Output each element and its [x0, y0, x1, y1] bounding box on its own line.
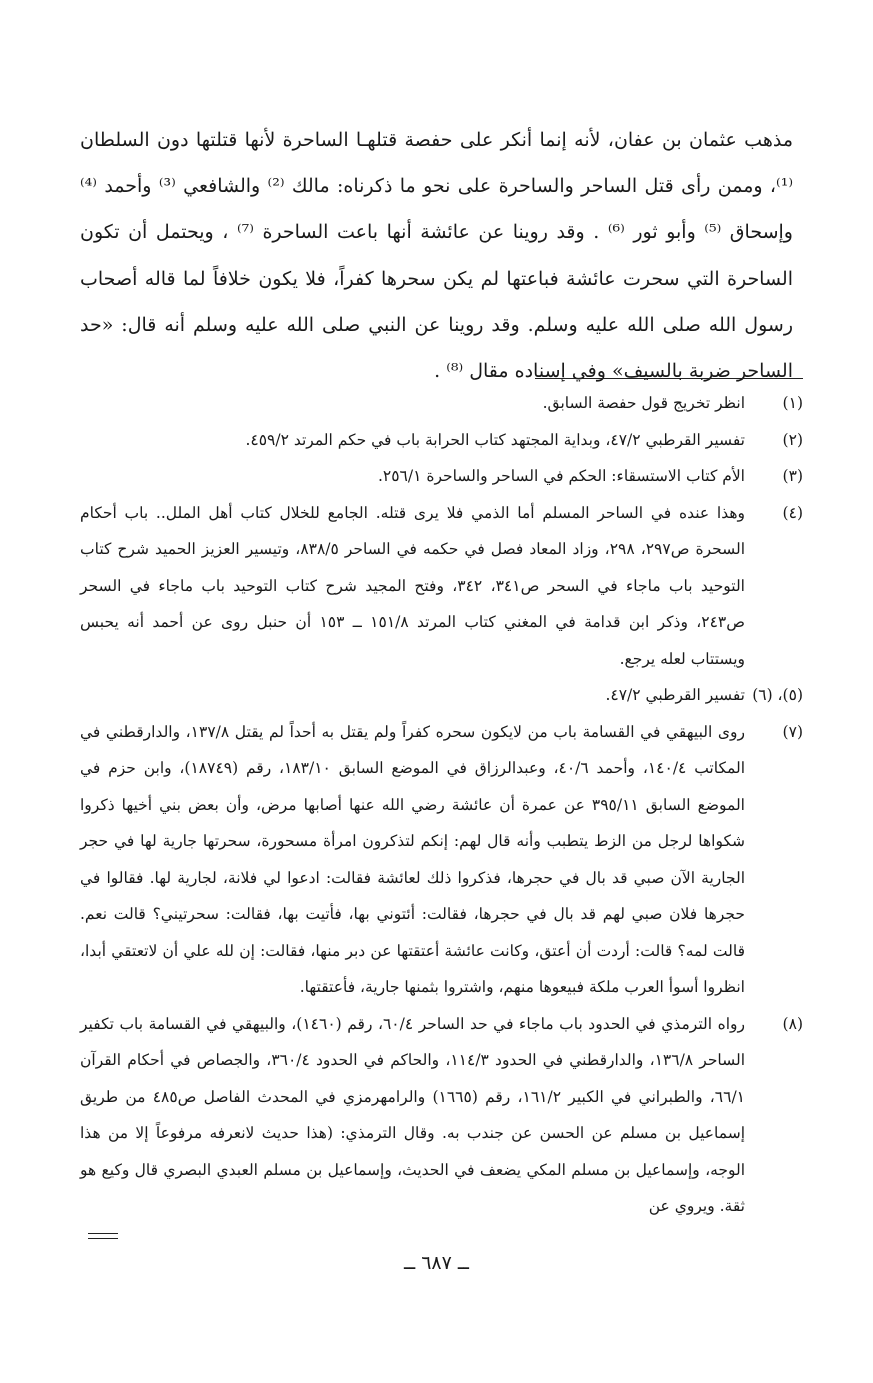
- footnote-text: روى البيهقي في القسامة باب من لايكون سحره كفراً ولم يقتل به أحداً لم يقتل ١٣٧/٨، والدارقطني في المكاتب ١٤٠/٤، وأحمد ٤٠/٦، وعبدالرزاق في الموضع السابق ١٨٣/١٠، رقم (١٨٧٤٩)، وابن حزم في الموضع السابق ٣٩٥/١١ عن عمرة أن عائشة رضي الله عنها أصابها مرض، وأن بعض بني أخيها ذكروا شكواها لرجل من الزط يتطبب وأنه قال لهم: إنكم لتذكرون امرأة مسحورة، سحرتها جارية لها في حجر الجارية الآن صبي قد بال في حجرها، فذكروا ذلك لعائشة فقالت: ادعوا لي فلانة، لجارية لها. فقالوا في حجرها فلان صبي لهم قد بال في حجرها، فقالت: أئتوني بها، فأتيت بها، فقالت: سحرتيني؟ قالت نعم. قالت لمه؟ قالت: أردت أن أعتق، وكانت عائشة أعتقتها عن دبر منها، فقالت: إن لله علي أن لاتعتقي أبدا، انظروا أسوأ العرب ملكة فبيعوها منهم، واشتروا بثمنها جارية، فأعتقتها.: [80, 722, 746, 996]
- footnote-text: وهذا عنده في الساحر المسلم أما الذمي فلا يرى قتله. الجامع للخلال كتاب أهل الملل.. باب أحكام السحرة ص٢٩٧، ٢٩٨، وزاد المعاد فصل في حكمه في الساحر ٨٣٨/٥، وتيسير العزيز الحميد شرح كتاب التوحيد باب ماجاء في السحر ص٣٤١، ٣٤٢، وفتح المجيد شرح كتاب التوحيد باب ماجاء في السحر ص٢٤٣، وذكر ابن قدامة في المغني كتاب المرتد ١٥١/٨ ــ ١٥٣ أن حنبل روى عن أحمد أنه يحبس ويستتاب لعله يرجع.: [80, 503, 746, 668]
- footnote-8: [80, 1006, 803, 1225]
- continuation-mark: [88, 1233, 118, 1243]
- footnote-text: تفسير القرطبي ٤٧/٢، وبداية المجتهد كتاب الحرابة باب في حكم المرتد ٤٥٩/٢.: [245, 430, 745, 449]
- footnote-number: (٢): [782, 430, 803, 449]
- footnote-text: الأم كتاب الاستسقاء: الحكم في الساحر والساحرة ٢٥٦/١.: [377, 467, 745, 485]
- main-text: [80, 117, 793, 394]
- footnote-number: (١): [782, 394, 803, 412]
- footnote-7: [80, 714, 803, 1006]
- footnote-text: انظر تخريج قول حفصة السابق.: [542, 394, 745, 412]
- footnote-number: (٤): [782, 503, 803, 522]
- footnote-4: [80, 495, 803, 678]
- footnote-5-6: [80, 677, 803, 714]
- footnote-text: تفسير القرطبي ٤٧/٢.: [605, 686, 745, 704]
- footnote-number: (٣): [782, 467, 803, 485]
- main-paragraph: مذهب عثمان بن عفان، لأنه إنما أنكر على حفصة قتلهـا الساحرة لأنها قتلتها دون السلطان ⁽¹⁾، وممن رأى قتل الساحر والساحرة على نحو ما ذكرناه: مالك ⁽²⁾ والشافعي ⁽³⁾ وأحمد ⁽⁴⁾ وإسحاق ⁽⁵⁾ وأبو ثور ⁽⁶⁾ . وقد روينا عن عائشة أنها باعت الساحرة ⁽⁷⁾ ، ويحتمل أن تكون الساحرة التي سحرت عائشة فباعتها لم يكن سحرها كفراً، فلا يكون خلافاً لما قاله أصحاب رسول الله صلى الله عليه وسلم. وقد روينا عن النبي صلى الله عليه وسلم أنه قال: «حد الساحر ضربة بالسيف» وفي إسناده مقال ⁽⁸⁾ .: [80, 129, 794, 383]
- footnote-separator: [535, 378, 803, 379]
- footnote-text: رواه الترمذي في الحدود باب ماجاء في حد الساحر ٦٠/٤، رقم (١٤٦٠)، والبيهقي في القسامة باب تكفير الساحر ١٣٦/٨، والدارقطني في الحدود ١١٤/٣، والحاكم في الحدود ٣٦٠/٤، والجصاص في أحكام القرآن ٦٦/١، والطبراني في الكبير ١٦١/٢، رقم (١٦٦٥) والرامهرمزي في المحدث الفاصل ص٤٨٥ من طريق إسماعيل بن مسلم عن الحسن عن جندب به. وقال الترمذي: (هذا حديث لانعرفه مرفوعاً إلا من هذا الوجه، وإسماعيل بن مسلم المكي يضعف في الحديث، وإسماعيل بن مسلم العبدي البصري قال وكيع هو ثقة. ويروي عن: [80, 1014, 746, 1215]
- footnote-number: (٧): [782, 722, 803, 741]
- footnote-number: (٨): [782, 1014, 803, 1033]
- page-number: ــ ٦٨٧ ــ: [404, 1252, 469, 1274]
- footnote-2: [80, 422, 803, 459]
- footnote-number: (٥)، (٦): [752, 686, 803, 704]
- footnote-3: [80, 458, 803, 495]
- footnote-1: [80, 385, 803, 422]
- footnotes: [80, 385, 803, 1225]
